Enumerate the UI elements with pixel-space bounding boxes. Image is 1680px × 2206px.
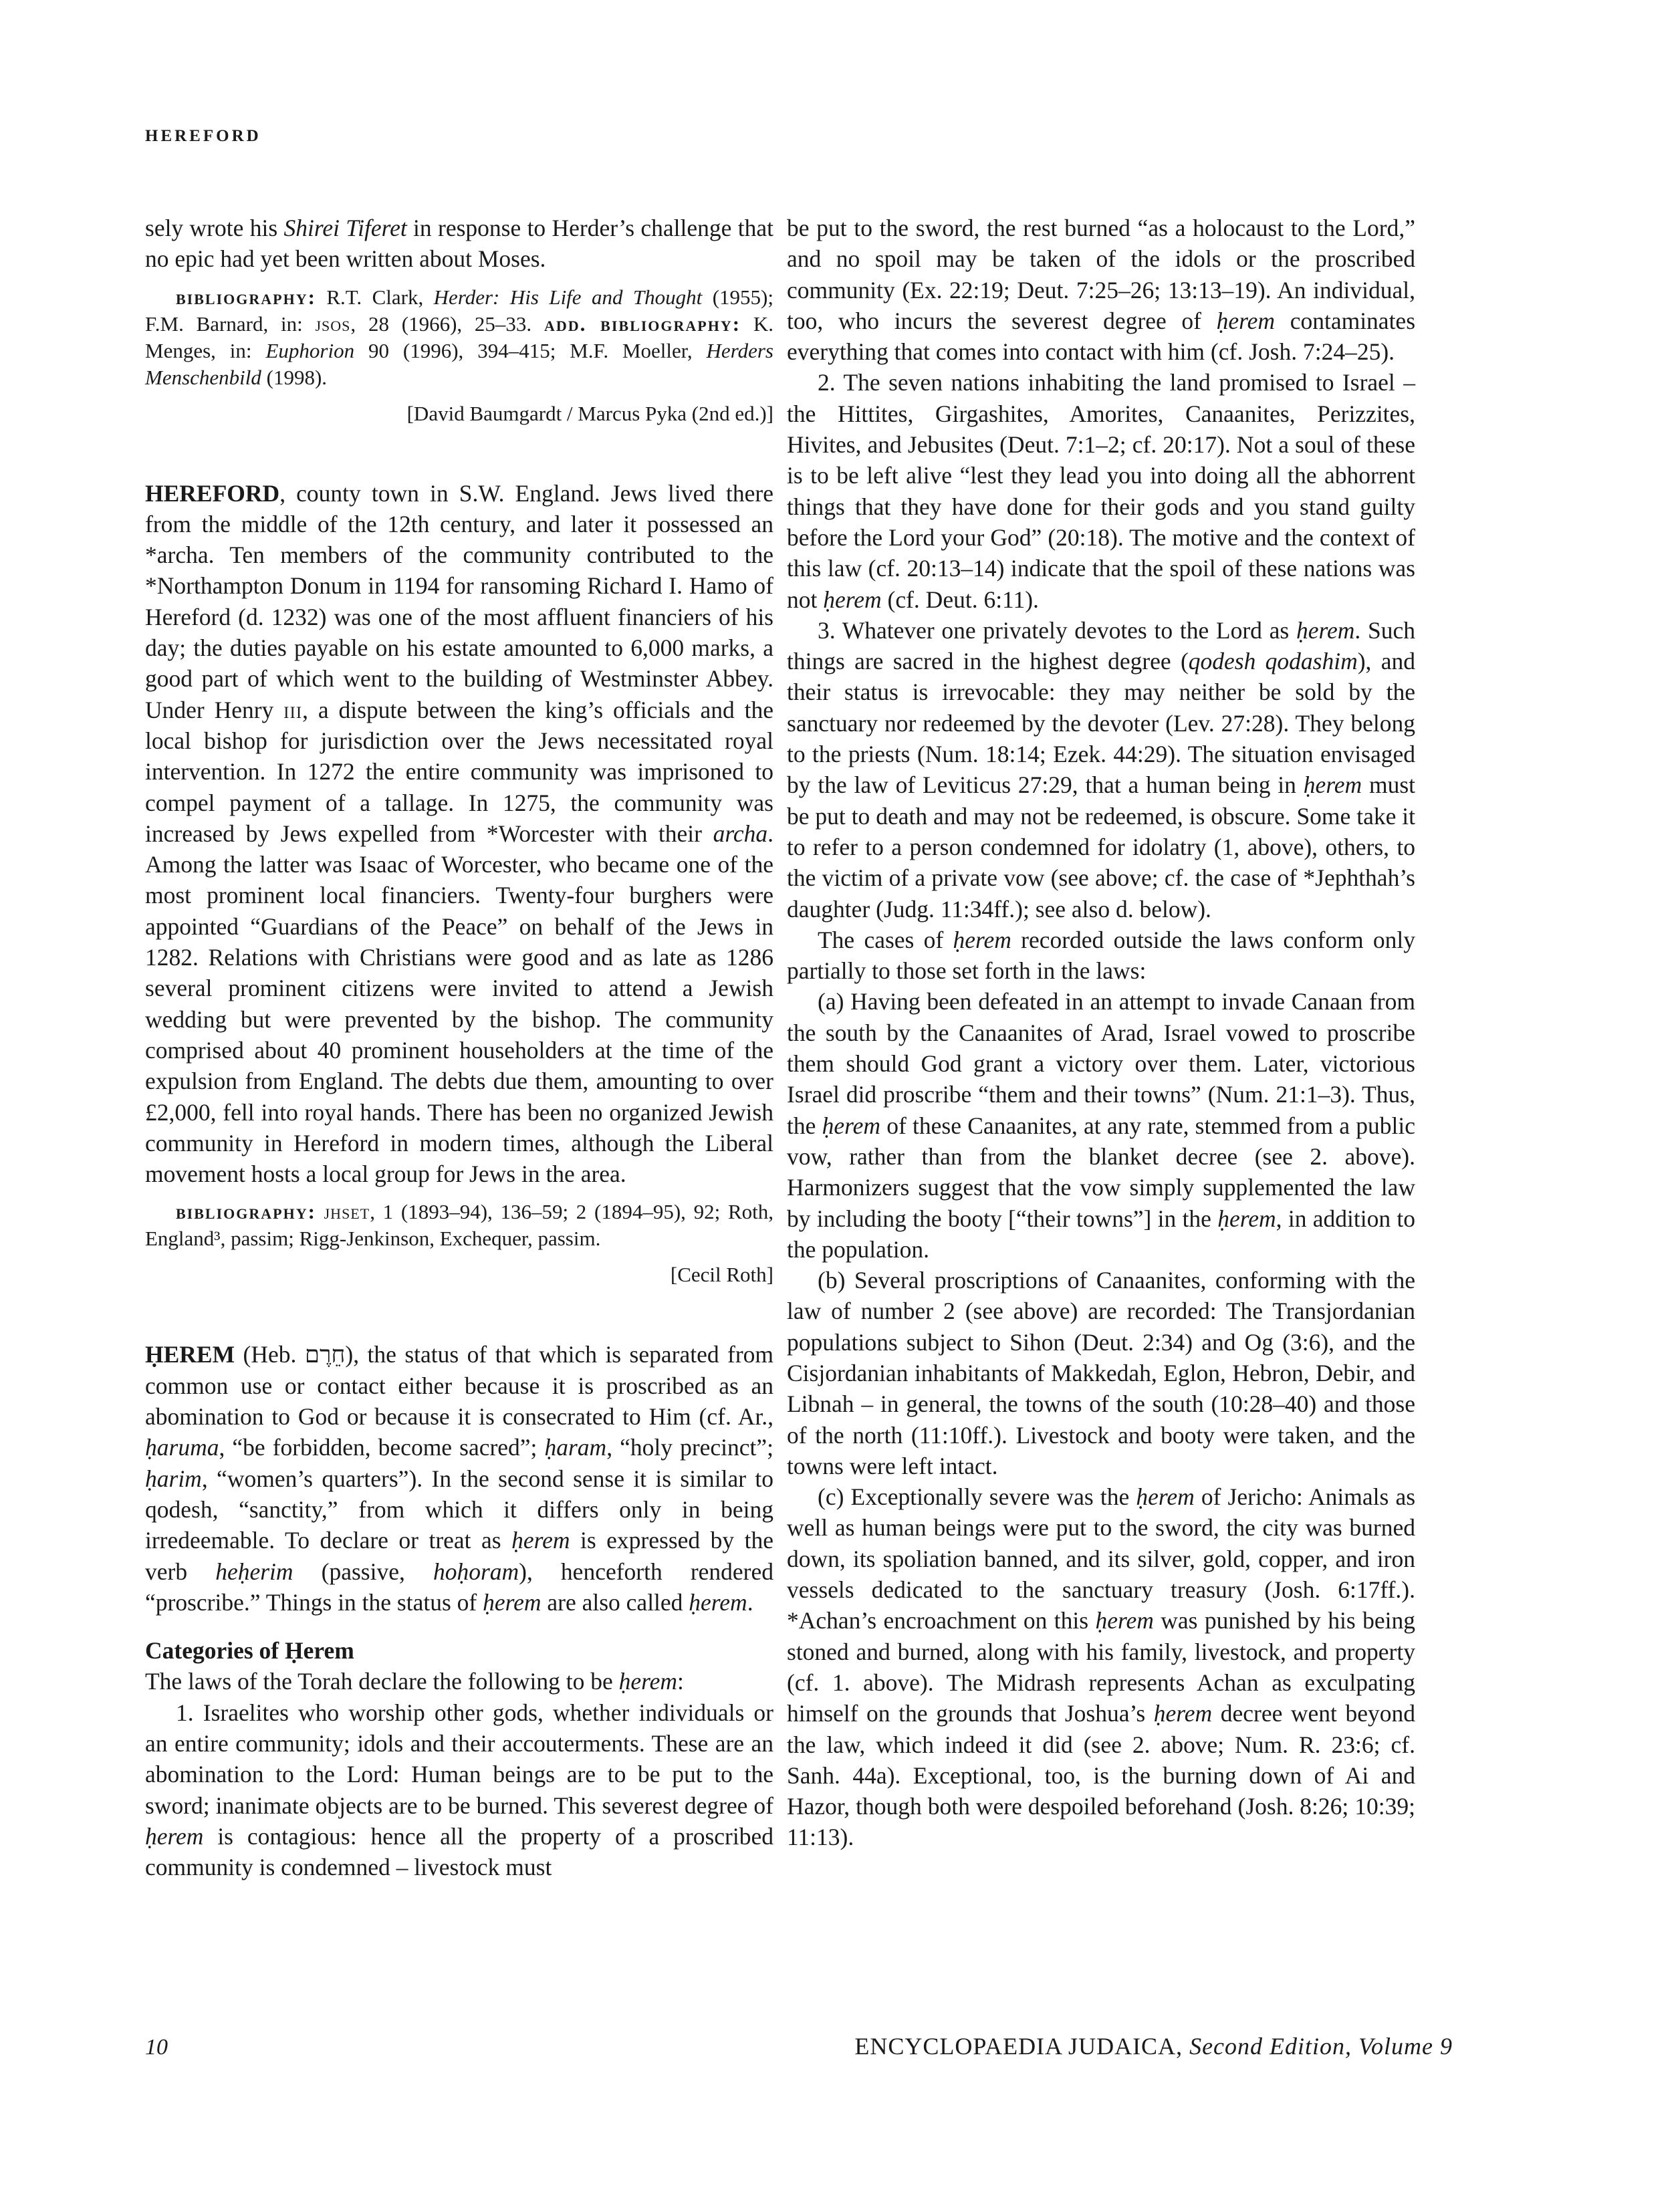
footer-title: ENCYCLOPAEDIA JUDAICA, Second Edition, Volume 9 bbox=[854, 2033, 1453, 2060]
herem-entry: ḤEREM (Heb. חֵרֶם), the status of that which is separated from common use or contact either because it is proscribed as an abomination to God or because it is consecrated to Him (cf. Ar., ḥaruma, “be forbidden, become sacred”; ḥaram, “holy precinct”; ḥarim, “women’s quarters”). In the second sense it is similar to qodesh, “sanctity,” from which it differs only in being irredeemable. To declare or treat as ḥerem is expressed by the verb heḥerim (passive, hoḥoram), henceforth rendered “proscribe.” Things in the status of ḥerem are also called ḥerem. bbox=[145, 1341, 774, 1616]
case-c: (c) Exceptionally severe was the ḥerem of Jericho: Animals as well as human beings were put to the sword, the city was burned down, its spoliation banned, and its silver, gold, copper, and iron vessels dedicated to the sanctuary treasury (Josh. 6:17ff.). *Achan’s encroachment on this ḥerem was punished by his being stoned and burned, along with his family, livestock, and property (cf. 1. above). The Midrash represents Achan as exculpating himself on the grounds that Joshua’s ḥerem decree went beyond the law, which indeed it did (see 2. above; Num. R. 23:6; cf. Sanh. 44a). Exceptional, too, is the burning down of Ai and Hazor, though both were despoiled beforehand (Josh. 8:26; 10:39; 11:13). bbox=[787, 1483, 1416, 1851]
category-item-2: 2. The seven nations inhabiting the land promised to Israel – the Hittites, Girgashites, Amorites, Canaanites, Perizzites, Hivites, and Jebusites (Deut. 7:1–2; cf. 20:17). Not a soul of these is to be left alive “lest they lead you into doing all the abhorrent things that they have done for their gods and you stand guilty before the Lord your God” (20:18). The motive and the context of this law (cf. 20:13–14) indicate that the spoil of these nations was not ḥerem (cf. Deut. 6:11). bbox=[787, 369, 1415, 613]
hereford-entry: HEREFORD, county town in S.W. England. Jews lived there from the middle of the 12th century, and later it possessed an *archa. Ten members of the community contributed to the *Northampton Donum in 1194 for ransoming Richard I. Hamo of Hereford (d. 1232) was one of the most affluent financiers of his day; the duties payable on his estate amounted to 6,000 marks, a good part of which went to the building of Westminster Abbey. Under Henry iii, a dispute between the king’s officials and the local bishop for jurisdiction over the Jews necessitated royal intervention. In 1272 the entire community was imprisoned to compel payment of a tallage. In 1275, the community was increased by Jews expelled from *Worcester with their archa. Among the latter was Isaac of Worcester, who became one of the most prominent local financiers. Twenty-four burghers were appointed “Guardians of the Peace” on behalf of the Jews in 1282. Relations with Christians were good and as late as 1286 several prominent citizens were invited to attend a Jewish wedding but were prevented by the bishop. The community comprised about 40 prominent householders at the time of the expulsion from England. The debts due them, amounting to over £2,000, fell into royal hands. There has been no organized Jewish community in Hereford in modern times, although the Liberal movement hosts a local group for Jews in the area. bbox=[145, 479, 773, 1188]
category-item-1: 1. Israelites who worship other gods, whether individuals or an entire community; idols and their accouterments. These are an abomination to the Lord: Human beings are to be put to the sword; inanimate objects are to be burned. This severest degree of ḥerem is contagious: hence all the property of a proscribed community is condemned – livestock must bbox=[145, 1699, 773, 1881]
hereford-signature: [Cecil Roth] bbox=[670, 1263, 773, 1287]
herem-headword: ḤEREM bbox=[145, 1341, 235, 1368]
hereford-bibliography: bibliography: jhset, 1 (1893–94), 136–59; 2 (1894–95), 92; Roth, England³, passim; Rigg-Jenkinson, Exchequer, passim. bbox=[145, 1200, 773, 1251]
cases-intro: The cases of ḥerem recorded outside the laws conform only partially to those set forth in the laws: bbox=[787, 926, 1415, 985]
category-item-3: 3. Whatever one privately devotes to the Lord as ḥerem. Such things are sacred in the highest degree (qodesh qodashim), and their status is irrevocable: they may neither be sold by the sanctuary nor redeemed by the devoter (Lev. 27:28). They belong to the priests (Num. 18:14; Ezek. 44:29). The situation envisaged by the law of Leviticus 27:29, that a human being in ḥerem must be put to death and may not be redeemed, is obscure. Some take it to refer to a person condemned for idolatry (1, above), others, to the victim of a private vow (see above; cf. the case of *Jephthah’s daughter (Judg. 11:34ff.); see also d. below). bbox=[787, 616, 1415, 923]
right-column bbox=[787, 213, 1415, 1853]
categories-heading: Categories of Ḥerem bbox=[145, 1637, 354, 1665]
running-head: HEREFORD bbox=[145, 127, 261, 145]
hereford-headword: HEREFORD bbox=[145, 479, 280, 507]
case-b: (b) Several proscriptions of Canaanites, conforming with the law of number 2 (see above) are recorded: The Transjordanian populations subject to Sihon (Deut. 2:34) and Og (3:6), and the Cisjordanian inhabitants of Makkedah, Eglon, Hebron, Debir, and Libnah – in general, the towns of the south (10:28–40) and those of the north (11:10ff.). Livestock and booty were taken, and the towns were left intact. bbox=[787, 1267, 1415, 1479]
case-a: (a) Having been defeated in an attempt to invade Canaan from the south by the Canaanites of Arad, Israel vowed to proscribe them should God grant a victory over them. Later, victorious Israel did proscribe “them and their towns” (Num. 21:1–3). Thus, the ḥerem of these Canaanites, at any rate, stemmed from a public vow, rather than from the blanket decree (see 2. above). Harmonizers suggest that the vow simply supplemented the law by including the booty [“their towns”] in the ḥerem, in addition to the population. bbox=[787, 988, 1416, 1263]
page-number: 10 bbox=[145, 2035, 168, 2060]
left-column bbox=[145, 213, 773, 1882]
laws-intro: The laws of the Torah declare the following to be ḥerem: bbox=[145, 1668, 684, 1695]
herder-paragraph-end: sely wrote his Shirei Tiferet in response to Herder’s challenge that no epic had yet been written about Moses. bbox=[145, 215, 773, 273]
category-item-1-continued: be put to the sword, the rest burned “as a holocaust to the Lord,” and no spoil may be taken of the idols or the proscribed community (Ex. 22:19; Deut. 7:25–26; 13:13–19). An individual, too, who incurs the severest degree of ḥerem contaminates everything that comes into contact with him (cf. Josh. 7:24–25). bbox=[787, 215, 1416, 366]
herder-bibliography: bibliography: R.T. Clark, Herder: His Life and Thought (1955); F.M. Barnard, in: jsos, 28 (1966), 25–33. add. bibliography: K. Menges, in: Euphorion 90 (1996), 394–415; M.F. Moeller, Herders Menschenbild (1998). bbox=[145, 285, 774, 389]
herder-signature: [David Baumgardt / Marcus Pyka (2nd ed.)] bbox=[406, 401, 773, 425]
